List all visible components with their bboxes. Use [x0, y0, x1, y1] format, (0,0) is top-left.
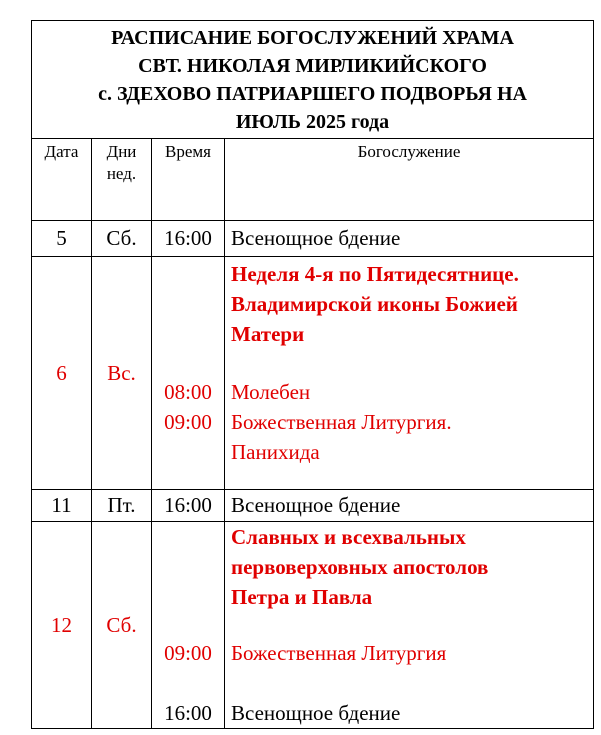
- row-date: 5: [32, 221, 92, 257]
- schedule-title: [32, 21, 594, 139]
- feast-title-line-3: Матери: [231, 322, 305, 346]
- header-day-line-1: Дни: [106, 142, 137, 161]
- header-day: [92, 139, 152, 221]
- row-day: Пт.: [92, 490, 152, 522]
- row-time: 16:00: [152, 490, 225, 522]
- header-time: Время: [152, 139, 225, 221]
- title-line-4: ИЮЛЬ 2025 года: [235, 111, 390, 133]
- title-line-1: РАСПИСАНИЕ БОГОСЛУЖЕНИЙ ХРАМА: [111, 27, 514, 49]
- header-date: Дата: [32, 139, 92, 221]
- table-row: [32, 221, 594, 257]
- row-date: 12: [32, 522, 92, 729]
- feast-title-line-1: Неделя 4-я по Пятидесятнице.: [231, 262, 519, 286]
- header-day-line-2: нед.: [106, 164, 137, 183]
- row-time-2: 16:00: [164, 701, 212, 725]
- feast-title-line-3: Петра и Павла: [231, 585, 373, 609]
- service-line-2: Божественная Литургия.: [231, 410, 452, 434]
- row-day: Сб.: [92, 221, 152, 257]
- feast-title-line-2: Владимирской иконы Божией: [231, 292, 518, 316]
- service-line-3: Панихида: [231, 440, 320, 464]
- row-times: [152, 257, 225, 490]
- service-line-1: Божественная Литургия: [231, 641, 447, 665]
- row-date: 6: [32, 257, 92, 490]
- title-line-2: СВТ. НИКОЛАЯ МИРЛИКИЙСКОГО: [138, 55, 487, 77]
- service-line-1: Молебен: [231, 380, 311, 404]
- row-time: 16:00: [152, 221, 225, 257]
- row-times: [152, 522, 225, 729]
- row-day: Сб.: [92, 522, 152, 729]
- table-row: [32, 522, 594, 729]
- row-service-cell: [225, 522, 594, 729]
- table-row: [32, 257, 594, 490]
- schedule-table: [31, 20, 594, 729]
- row-time-2: 09:00: [164, 410, 212, 434]
- table-row: [32, 490, 594, 522]
- header-row: [32, 139, 594, 221]
- feast-title-line-2: первоверховных апостолов: [231, 555, 489, 579]
- row-time-1: 08:00: [164, 380, 212, 404]
- schedule-sheet: [31, 20, 593, 729]
- service-line-2: Всенощное бдение: [231, 701, 401, 725]
- feast-title-line-1: Славных и всехвальных: [231, 525, 466, 549]
- row-time-1: 09:00: [164, 641, 212, 665]
- header-service: Богослужение: [225, 139, 594, 221]
- row-day: Вс.: [92, 257, 152, 490]
- title-line-3: с. ЗДЕХОВО ПАТРИАРШЕГО ПОДВОРЬЯ НА: [98, 83, 527, 105]
- row-service: Всенощное бдение: [225, 490, 594, 522]
- row-date: 11: [32, 490, 92, 522]
- row-service: Всенощное бдение: [225, 221, 594, 257]
- row-service-cell: [225, 257, 594, 490]
